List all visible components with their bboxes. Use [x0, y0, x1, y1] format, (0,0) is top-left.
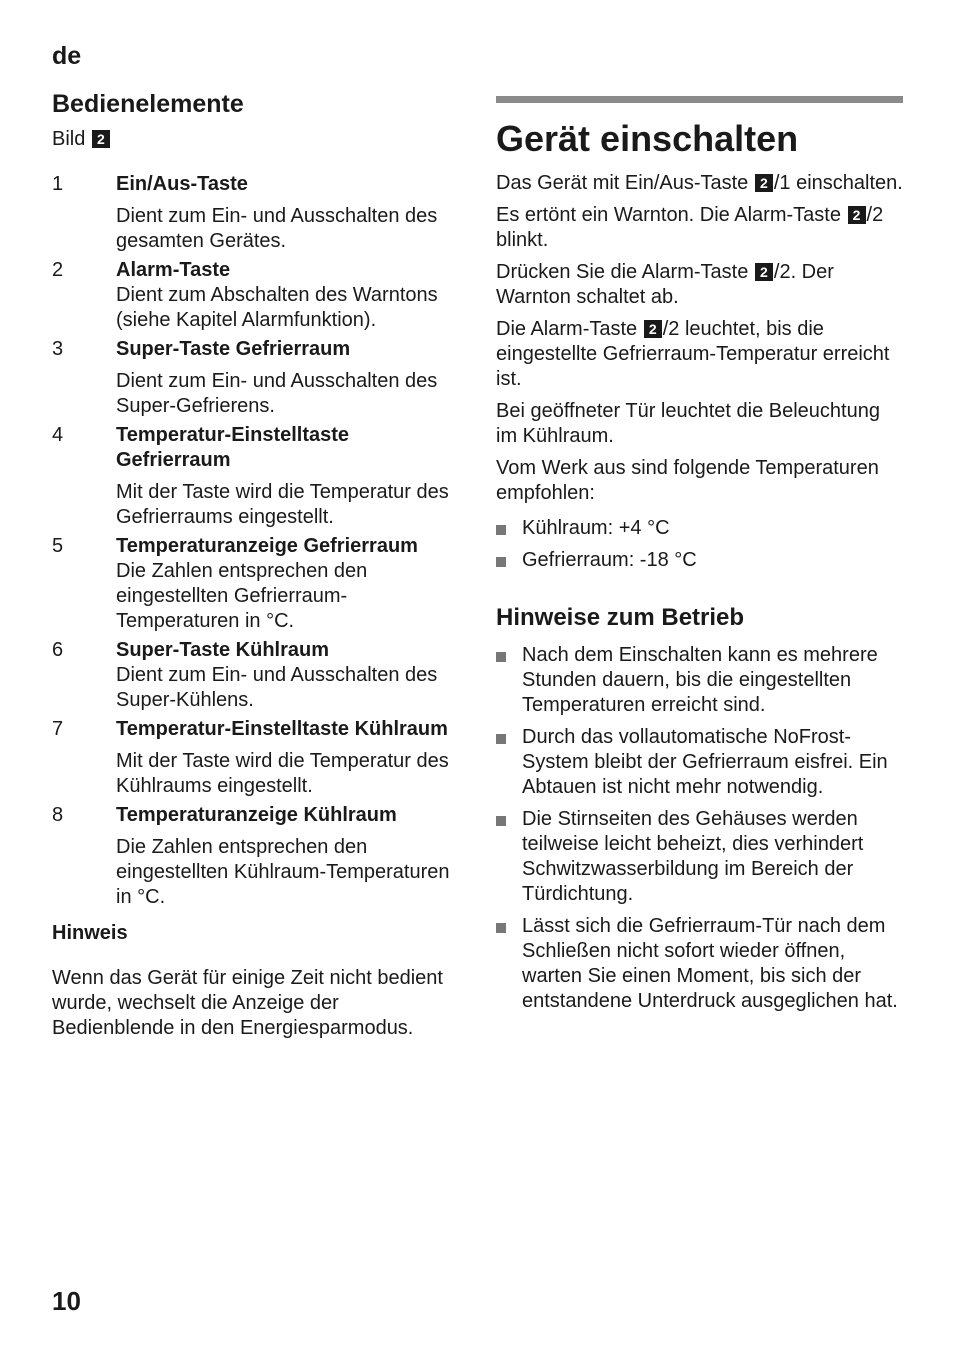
- item-description: Dient zum Abschalten des Warntons (siehe Kapitel Alarmfunktion).: [116, 284, 438, 331]
- paragraph-text: Drücken Sie die Alarm-Taste: [496, 261, 754, 283]
- figure-number-badge: 2: [755, 263, 773, 281]
- note-text: Wenn das Gerät für einige Zeit nicht bedient wurde, wechselt die Anzeige der Bedienblende in den Energiesparmodus.: [52, 967, 443, 1039]
- paragraph-lighting: Bei geöffneter Tür leuchtet die Beleuchtung im Kühlraum.: [496, 400, 880, 447]
- bullet-text: Nach dem Einschalten kann es mehrere Stunden dauern, bis die eingestellten Temperaturen erreicht sind.: [522, 644, 878, 716]
- left-column: [52, 88, 462, 1041]
- figure-reference: [52, 126, 462, 152]
- list-item: [496, 914, 904, 1014]
- bullet-text: Gefrierraum: -18 °C: [522, 549, 697, 571]
- right-column: [496, 96, 904, 1021]
- paragraph-text: /2 blinkt.: [496, 204, 884, 251]
- item-number: 1: [52, 173, 64, 195]
- list-item: [52, 337, 462, 419]
- figure-number-badge: 2: [848, 206, 866, 224]
- item-title: Temperatur-Einstelltaste Gefrierraum: [116, 424, 350, 471]
- section-heading-bedienelemente: Bedienelemente: [52, 90, 244, 118]
- item-title: Ein/Aus-Taste: [116, 173, 248, 195]
- item-title: Temperatur-Einstelltaste Kühlraum: [116, 718, 448, 740]
- temperature-list: [496, 516, 904, 573]
- paragraph-recommended: Vom Werk aus sind folgende Temperaturen empfohlen:: [496, 457, 879, 504]
- item-title: Super-Taste Kühlraum: [116, 639, 329, 661]
- item-title: Super-Taste Gefrierraum: [116, 338, 351, 360]
- item-title: Temperaturanzeige Kühlraum: [116, 804, 397, 826]
- item-number: 7: [52, 718, 64, 740]
- bullet-square-icon: [496, 557, 506, 567]
- paragraph-text: Es ertönt ein Warnton. Die Alarm-Taste: [496, 204, 847, 226]
- list-item: [52, 172, 462, 254]
- controls-list: [52, 172, 462, 910]
- item-description: Dient zum Ein- und Ausschalten des Super-Kühlens.: [116, 664, 438, 711]
- bullet-text: Lässt sich die Gefrierraum-Tür nach dem Schließen nicht sofort wieder öffnen, warten Sie einen Moment, bis sich der entstandene Unterdruck ausgeglichen hat.: [522, 915, 898, 1012]
- list-item: [52, 258, 462, 333]
- paragraph-press-alarm: [496, 260, 904, 310]
- bullet-text: Kühlraum: +4 °C: [522, 517, 670, 539]
- note-heading: Hinweis: [52, 922, 128, 944]
- list-item: [52, 638, 462, 713]
- item-description: Dient zum Ein- und Ausschalten des Super-Gefrierens.: [116, 370, 438, 417]
- list-item: [52, 534, 462, 634]
- bullet-square-icon: [496, 652, 506, 662]
- item-title: Temperaturanzeige Gefrierraum: [116, 535, 418, 557]
- language-label: de: [52, 42, 82, 70]
- figure-number-badge: 2: [644, 320, 662, 338]
- list-item: [496, 643, 904, 718]
- paragraph-text: Das Gerät mit Ein/Aus-Taste: [496, 172, 754, 194]
- paragraph-text: /2. Der Warnton schaltet ab.: [496, 261, 834, 308]
- section-heading-hinweise: Hinweise zum Betrieb: [496, 604, 745, 631]
- page-title: Gerät einschalten: [496, 118, 799, 159]
- paragraph-warning-tone: [496, 203, 904, 253]
- item-description: Dient zum Ein- und Ausschalten des gesamten Gerätes.: [116, 205, 438, 252]
- paragraph-text: /1 einschalten.: [773, 172, 903, 194]
- item-number: 5: [52, 535, 64, 557]
- figure-number-badge: 2: [92, 130, 110, 148]
- paragraph-alarm-lit: [496, 317, 904, 392]
- figure-number-badge: 2: [755, 174, 773, 192]
- item-description: Mit der Taste wird die Temperatur des Gefrierraums eingestellt.: [116, 481, 449, 528]
- paragraph-switch-on: [496, 171, 904, 196]
- list-item: [52, 803, 462, 910]
- bullet-square-icon: [496, 816, 506, 826]
- item-number: 4: [52, 424, 64, 446]
- paragraph-text: Die Alarm-Taste: [496, 318, 643, 340]
- item-number: 8: [52, 804, 64, 826]
- page-number: 10: [52, 1286, 81, 1316]
- item-number: 3: [52, 338, 64, 360]
- item-number: 6: [52, 639, 64, 661]
- figure-label: Bild: [52, 128, 86, 150]
- operation-notes-list: [496, 643, 904, 1014]
- item-title: Alarm-Taste: [116, 259, 231, 281]
- bullet-text: Die Stirnseiten des Gehäuses werden teilweise leicht beheizt, dies verhindert Schwitzwasserbildung im Bereich der Türdichtung.: [522, 808, 864, 905]
- section-divider: [496, 96, 903, 103]
- bullet-square-icon: [496, 734, 506, 744]
- item-description: Die Zahlen entsprechen den eingestellten Gefrierraum-Temperaturen in °C.: [116, 560, 368, 632]
- list-item: [52, 717, 462, 799]
- bullet-square-icon: [496, 525, 506, 535]
- item-description: Mit der Taste wird die Temperatur des Kühlraums eingestellt.: [116, 750, 449, 797]
- list-item: [496, 548, 904, 573]
- list-item: [496, 725, 904, 800]
- list-item: [496, 807, 904, 907]
- item-description: Die Zahlen entsprechen den eingestellten Kühlraum-Temperaturen in °C.: [116, 836, 450, 908]
- bullet-square-icon: [496, 923, 506, 933]
- item-number: 2: [52, 259, 64, 281]
- list-item: [52, 423, 462, 530]
- bullet-text: Durch das vollautomatische NoFrost-System bleibt der Gefrierraum eisfrei. Ein Abtauen ist nicht mehr notwendig.: [522, 726, 888, 798]
- paragraph-text: /2 leuchtet, bis die eingestellte Gefrierraum-Temperatur erreicht ist.: [496, 318, 890, 390]
- list-item: [496, 516, 904, 541]
